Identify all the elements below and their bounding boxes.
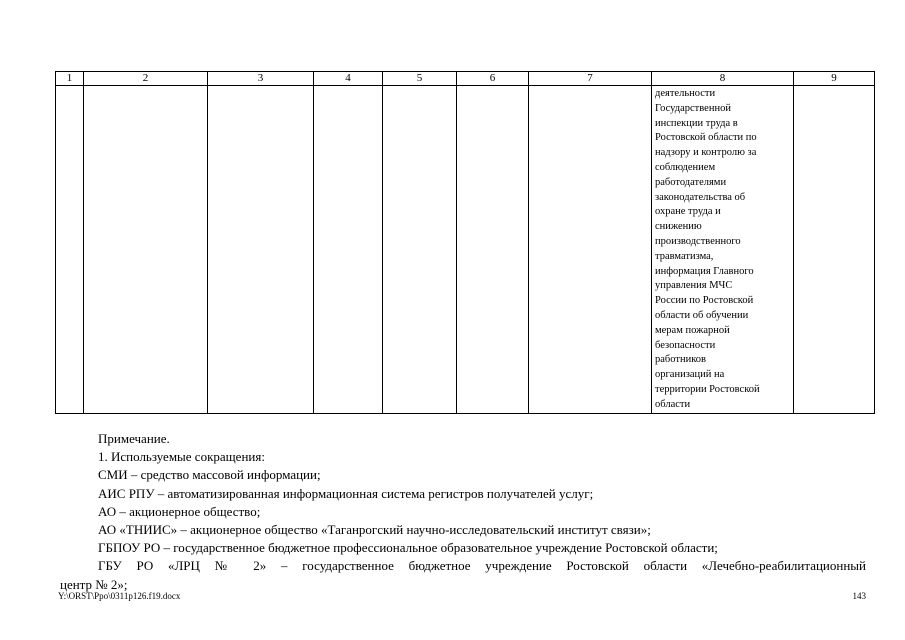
table-row — [56, 86, 875, 414]
col-header-3: 3 — [208, 72, 314, 86]
notes-section — [60, 430, 866, 594]
table-cell-9 — [794, 86, 875, 414]
abbreviation-line: АО «ТНИИС» – акционерное общество «Таганрогский научно-исследовательский институт связи»; — [98, 522, 651, 538]
data-table — [55, 71, 875, 414]
col-header-8: 8 — [652, 72, 794, 86]
table-cell-1 — [56, 86, 84, 414]
abbreviation-line: СМИ – средство массовой информации; — [98, 467, 321, 483]
abbreviation-line: ГБПОУ РО – государственное бюджетное профессиональное образовательное учреждение Ростовской области; — [98, 540, 718, 556]
col-header-1: 1 — [56, 72, 84, 86]
abbreviation-line-continuation: центр № 2»; — [60, 576, 128, 592]
file-path: Y:\ORST\Ppo\0311p126.f19.docx — [58, 591, 181, 601]
col-header-6: 6 — [457, 72, 529, 86]
col-header-7: 7 — [529, 72, 652, 86]
page-footer — [58, 591, 866, 601]
col-header-4: 4 — [314, 72, 383, 86]
table-cell-8 — [652, 86, 794, 414]
abbreviation-line: ГБУ РО «ЛРЦ № 2» – государственное бюджетное учреждение Ростовской области «Лечебно-реабилитационный — [98, 558, 866, 574]
notes-item-1: 1. Используемые сокращения: — [98, 449, 265, 465]
cell-8-text: деятельности Государственной инспекции труда в Ростовской области по надзору и контролю за соблюдением работодателями законодательства об охране труда и снижению производственного травматизма, информация Главного управления МЧС России по Ростовской области об обучении мерам пожарной безопасности работников организаций на территории Ростовской области — [655, 88, 760, 410]
col-header-5: 5 — [383, 72, 457, 86]
table-cell-3 — [208, 86, 314, 414]
table-cell-2 — [84, 86, 208, 414]
abbreviation-line: АИС РПУ – автоматизированная информационная система регистров получателей услуг; — [98, 485, 594, 501]
col-header-2: 2 — [84, 72, 208, 86]
page-number: 143 — [852, 591, 866, 601]
table-cell-7 — [529, 86, 652, 414]
table-cell-4 — [314, 86, 383, 414]
col-header-9: 9 — [794, 72, 875, 86]
notes-heading: Примечание. — [98, 431, 170, 446]
table-header-row — [56, 72, 875, 86]
table-cell-6 — [457, 86, 529, 414]
abbreviation-line: АО – акционерное общество; — [98, 503, 261, 519]
table-cell-5 — [383, 86, 457, 414]
